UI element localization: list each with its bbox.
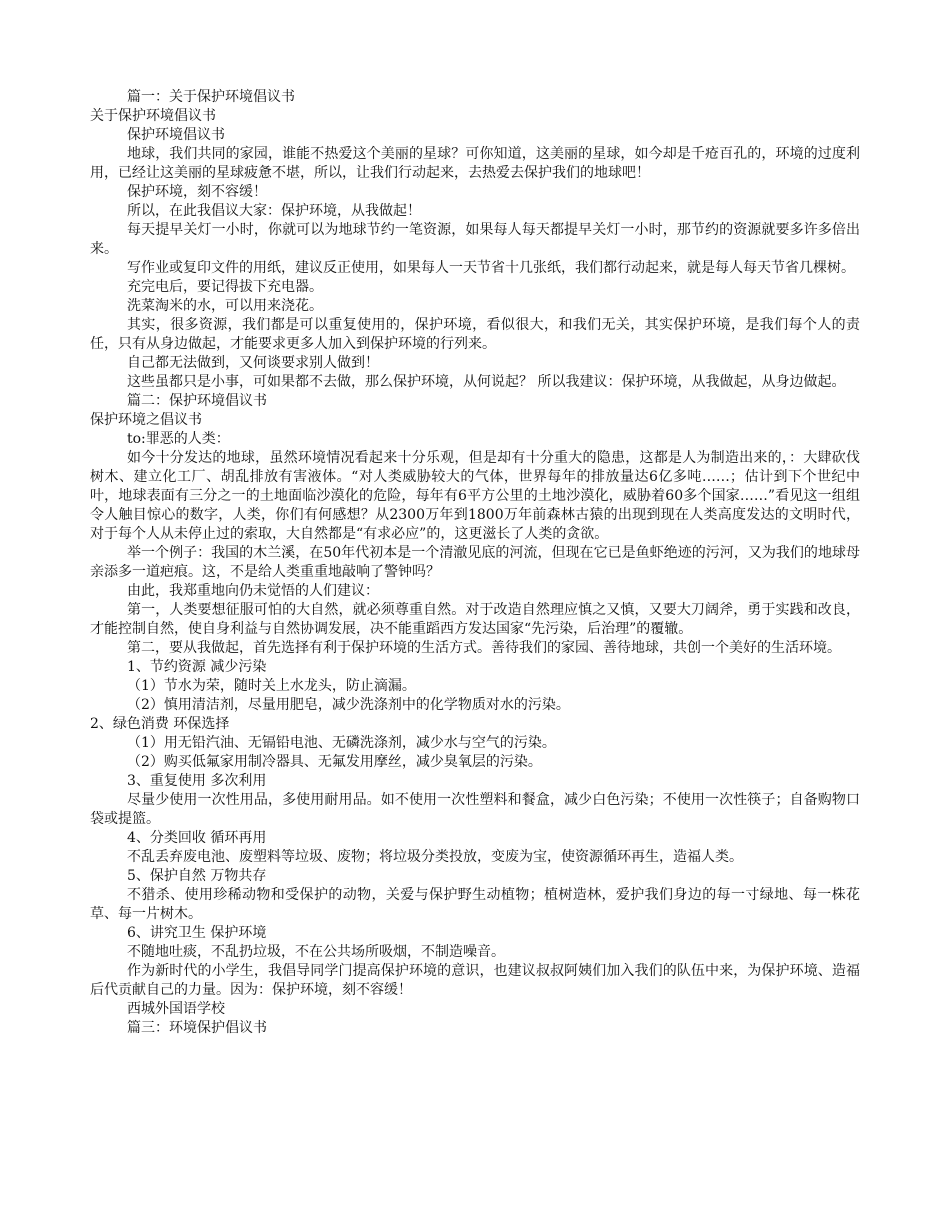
paragraph: 写作业或复印文件的用纸，建议反正使用，如果每人一天节省十几张纸，我们都行动起来，就是每人每天节省几棵树。 [127,260,855,276]
paragraph: 2、绿色消费 环保选择 [90,716,230,732]
document-body [90,88,860,1038]
paragraph: 充完电后，要记得拔下充电器。 [127,279,323,295]
paragraph: 洗菜淘米的水，可以用来浇花。 [127,298,323,314]
paragraph: 西城外国语学校 [127,1001,225,1017]
paragraph: （2）慎用清洁剂，尽量用肥皂，减少洗涤剂中的化学物质对水的污染。 [127,697,570,713]
paragraph: 如今十分发达的地球，虽然环境情况看起来十分乐观，但是却有十分重大的隐患，这都是人为制造出来的，：大肆砍伐树木、建立化工厂、胡乱排放有害液体。“对人类威胁较大的气体，世界每年的排放量达6亿多吨……；估计到下个世纪中叶，地球表面有三分之一的土地面临沙漠化的危险，每年有6平方公里的土地沙漠化，威胁着60多个国家……”看见这一组组令人触目惊心的数字，人类，你们有何感想？从2300万年到1800万年前森林古猿的出现到现在人类高度发达的文明时代，对于每个人从未停止过的索取，大自然都是“有求必应”的，这更滋长了人类的贪欲。 [90,450,860,542]
paragraph: （1）节水为荣，随时关上水龙头，防止滴漏。 [127,678,416,694]
paragraph: 保护环境倡议书 [127,127,225,143]
paragraph: 1、节约资源 减少污染 [127,659,267,675]
paragraph: to:罪恶的人类： [127,431,230,447]
paragraph: 篇二：保护环境倡议书 [127,393,267,409]
paragraph: （2）购买低氟家用制冷器具、无氟发用摩丝，减少臭氧层的污染。 [127,754,542,770]
paragraph: 不随地吐痰，不乱扔垃圾，不在公共场所吸烟，不制造噪音。 [127,944,505,960]
paragraph: 其实，很多资源，我们都是可以重复使用的，保护环境，看似很大，和我们无关，其实保护环境，是我们每个人的责任，只有从身边做起，才能要求更多人加入到保护环境的行列来。 [90,317,860,352]
paragraph: 每天提早关灯一小时，你就可以为地球节约一笔资源，如果每人每天都提早关灯一小时，那节约的资源就要多许多倍出来。 [90,222,860,257]
paragraph: 地球，我们共同的家园，谁能不热爱这个美丽的星球？可你知道，这美丽的星球，如今却是千疮百孔的，环境的过度利用，已经让这美丽的星球疲惫不堪，所以，让我们行动起来，去热爱去保护我们的地球吧！ [90,146,860,181]
paragraph: 由此，我郑重地向仍未觉悟的人们建议： [127,583,379,599]
paragraph: 不猎杀、使用珍稀动物和受保护的动物，关爱与保护野生动植物；植树造林，爱护我们身边的每一寸绿地、每一株花草、每一片树木。 [90,887,860,922]
paragraph: 篇三：环境保护倡议书 [127,1020,267,1036]
paragraph: 篇一：关于保护环境倡议书 [127,89,295,105]
paragraph: 作为新时代的小学生，我倡导同学门提高保护环境的意识，也建议叔叔阿姨们加入我们的队伍中来，为保护环境、造福后代贡献自己的力量。因为：保护环境，刻不容缓！ [90,963,860,998]
paragraph: 第二，要从我做起，首先选择有利于保护环境的生活方式。善待我们的家园、善待地球，共创一个美好的生活环境。 [127,640,841,656]
paragraph: 所以，在此我倡议大家：保护环境，从我做起！ [127,203,421,219]
paragraph: 保护环境之倡议书 [90,412,202,428]
paragraph: （1）用无铅汽油、无镉铅电池、无磷洗涤剂，减少水与空气的污染。 [127,735,556,751]
paragraph: 不乱丢弃废电池、废塑料等垃圾、废物；将垃圾分类投放，变废为宝，使资源循环再生，造福人类。 [127,849,743,865]
paragraph: 举一个例子：我国的木兰溪，在50年代初本是一个清澈见底的河流，但现在它已是鱼虾绝迹的污河，又为我们的地球母亲添多一道疤痕。这，不是给人类重重地敲响了警钟吗？ [90,545,860,580]
paragraph: 这些虽都只是小事，可如果都不去做，那么保护环境，从何说起？ 所以我建议：保护环境，从我做起，从身边做起。 [127,374,846,390]
paragraph: 尽量少使用一次性用品，多使用耐用品。如不使用一次性塑料和餐盒，减少白色污染；不使用一次性筷子；自备购物口袋或提篮。 [90,792,860,827]
paragraph: 3、重复使用 多次利用 [127,773,267,789]
paragraph: 5、保护自然 万物共存 [127,868,267,884]
paragraph: 关于保护环境倡议书 [90,108,216,124]
paragraph: 4、分类回收 循环再用 [127,830,267,846]
paragraph: 第一，人类要想征服可怕的大自然，就必须尊重自然。对于改造自然理应慎之又慎，又要大刀阔斧，勇于实践和改良，才能控制自然，使自身利益与自然协调发展，决不能重蹈西方发达国家“先污染，后治理”的覆辙。 [90,602,860,637]
paragraph: 自己都无法做到，又何谈要求别人做到！ [127,355,379,371]
paragraph: 6、讲究卫生 保护环境 [127,925,267,941]
paragraph: 保护环境，刻不容缓！ [127,184,267,200]
